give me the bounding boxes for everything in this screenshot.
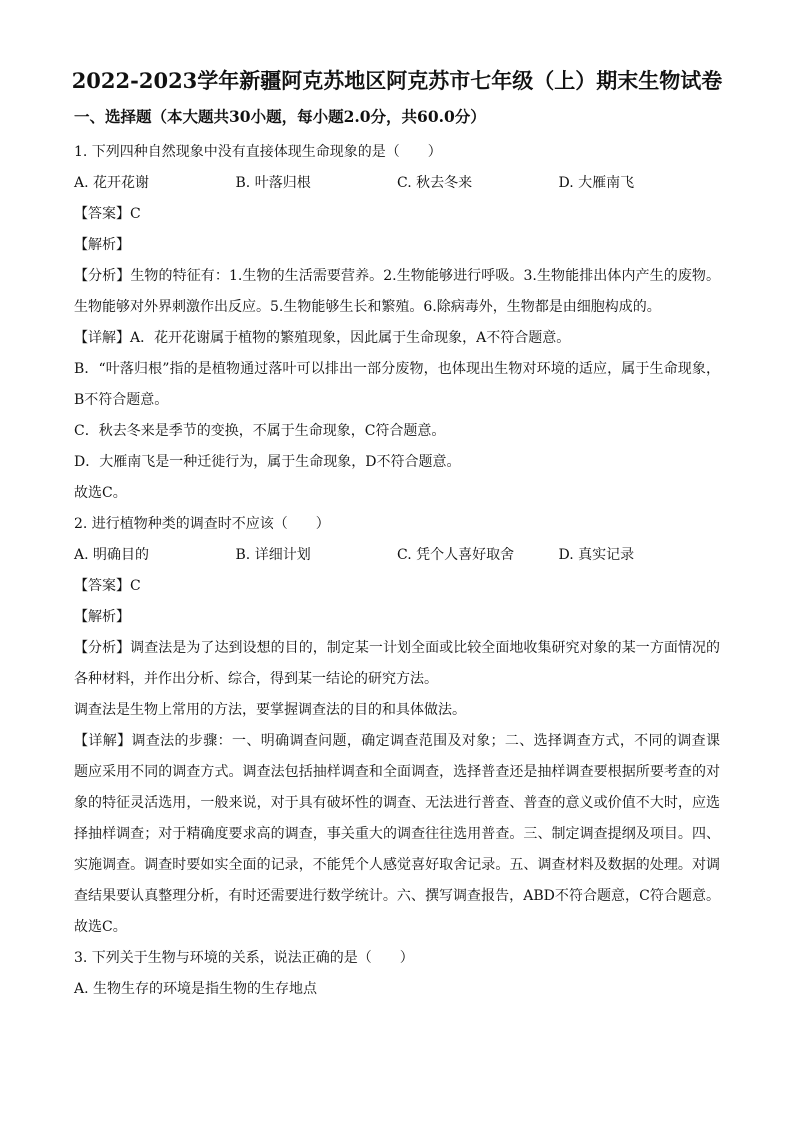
analysis-text: 故选C。 xyxy=(74,485,127,501)
analysis-text: 【分析】调查法是为了达到设想的目的，制定某一计划全面或比较全面地收集研究对象的某一方面情况的 xyxy=(74,640,720,656)
analysis-text: 生物能够对外界刺激作出反应。5.生物能够生长和繁殖。6.除病毒外，生物都是由细胞构成的。 xyxy=(74,299,661,315)
analysis-text: 题应采用不同的调查方式。调查法包括抽样调查和全面调查，选择普查还是抽样调查要根据所要考查的对 xyxy=(74,764,720,780)
analysis-label: 【解析】 xyxy=(74,237,130,253)
analysis-text: 实施调查。调查时要如实全面的记录，不能凭个人感觉喜好取舍记录。五、调查材料及数据的处理。对调 xyxy=(74,857,720,873)
option-c: C. 凭个人喜好取舍 xyxy=(397,547,515,563)
analysis-text: 【详解】调查法的步骤：一、明确调查问题，确定调查范围及对象；二、选择调查方式，不同的调查课 xyxy=(74,733,720,749)
option-row xyxy=(74,168,720,199)
option-a: A. 花开花谢 xyxy=(74,175,150,191)
analysis-text: B．“叶落归根”指的是植物通过落叶可以排出一部分废物，也体现出生物对环境的适应，属于生命现象， xyxy=(74,361,720,377)
answer-line: 【答案】C xyxy=(74,206,141,222)
question-list xyxy=(74,137,720,1005)
analysis-text: 各种材料，并作出分析、综合，得到某一结论的研究方法。 xyxy=(74,671,438,687)
option-d: D. 大雁南飞 xyxy=(558,175,635,191)
analysis-text: 调查法是生物上常用的方法，要掌握调查法的目的和具体做法。 xyxy=(74,702,466,718)
option-row xyxy=(74,540,720,571)
answer-line: 【答案】C xyxy=(74,578,141,594)
question-stem: 3. 下列关于生物与环境的关系，说法正确的是（ ） xyxy=(74,950,414,966)
option-d: D. 真实记录 xyxy=(558,547,635,563)
option-a: A. 明确目的 xyxy=(74,547,150,563)
option-c: C. 秋去冬来 xyxy=(397,175,473,191)
analysis-text: 择抽样调查；对于精确度要求高的调查，事关重大的调查往往选用普查。三、制定调查提纲及项目。四、 xyxy=(74,826,720,842)
analysis-text: C．秋去冬来是季节的变换，不属于生命现象，C符合题意。 xyxy=(74,423,446,439)
analysis-text: 象的特征灵活选用，一般来说，对于具有破坏性的调查、无法进行普查、普查的意义或价值不大时，应选 xyxy=(74,795,720,811)
section-heading: 一、选择题（本大题共30小题，每小题2.0分，共60.0分） xyxy=(74,107,486,126)
analysis-text: B不符合题意。 xyxy=(74,392,169,408)
analysis-text: 查结果要认真整理分析，有时还需要进行数学统计。六、撰写调查报告，ABD不符合题意，C符合题意。 xyxy=(74,888,720,904)
option-b: B. 详细计划 xyxy=(235,547,311,563)
option-a: A. 生物生存的环境是指生物的生存地点 xyxy=(74,981,318,997)
analysis-text: 故选C。 xyxy=(74,919,127,935)
analysis-text: 【分析】生物的特征有：1.生物的生活需要营养。2.生物能够进行呼吸。3.生物能排出体内产生的废物。 xyxy=(74,268,720,284)
option-b: B. 叶落归根 xyxy=(235,175,311,191)
analysis-text: D．大雁南飞是一种迁徙行为，属于生命现象，D不符合题意。 xyxy=(74,454,461,470)
page-title: 2022-2023学年新疆阿克苏地区阿克苏市七年级（上）期末生物试卷 xyxy=(71,68,723,93)
analysis-text: 【详解】A．花开花谢属于植物的繁殖现象，因此属于生命现象，A不符合题意。 xyxy=(74,330,571,346)
question-stem: 2. 进行植物种类的调查时不应该（ ） xyxy=(74,516,330,532)
question-stem: 1. 下列四种自然现象中没有直接体现生命现象的是（ ） xyxy=(74,144,442,160)
analysis-label: 【解析】 xyxy=(74,609,130,625)
